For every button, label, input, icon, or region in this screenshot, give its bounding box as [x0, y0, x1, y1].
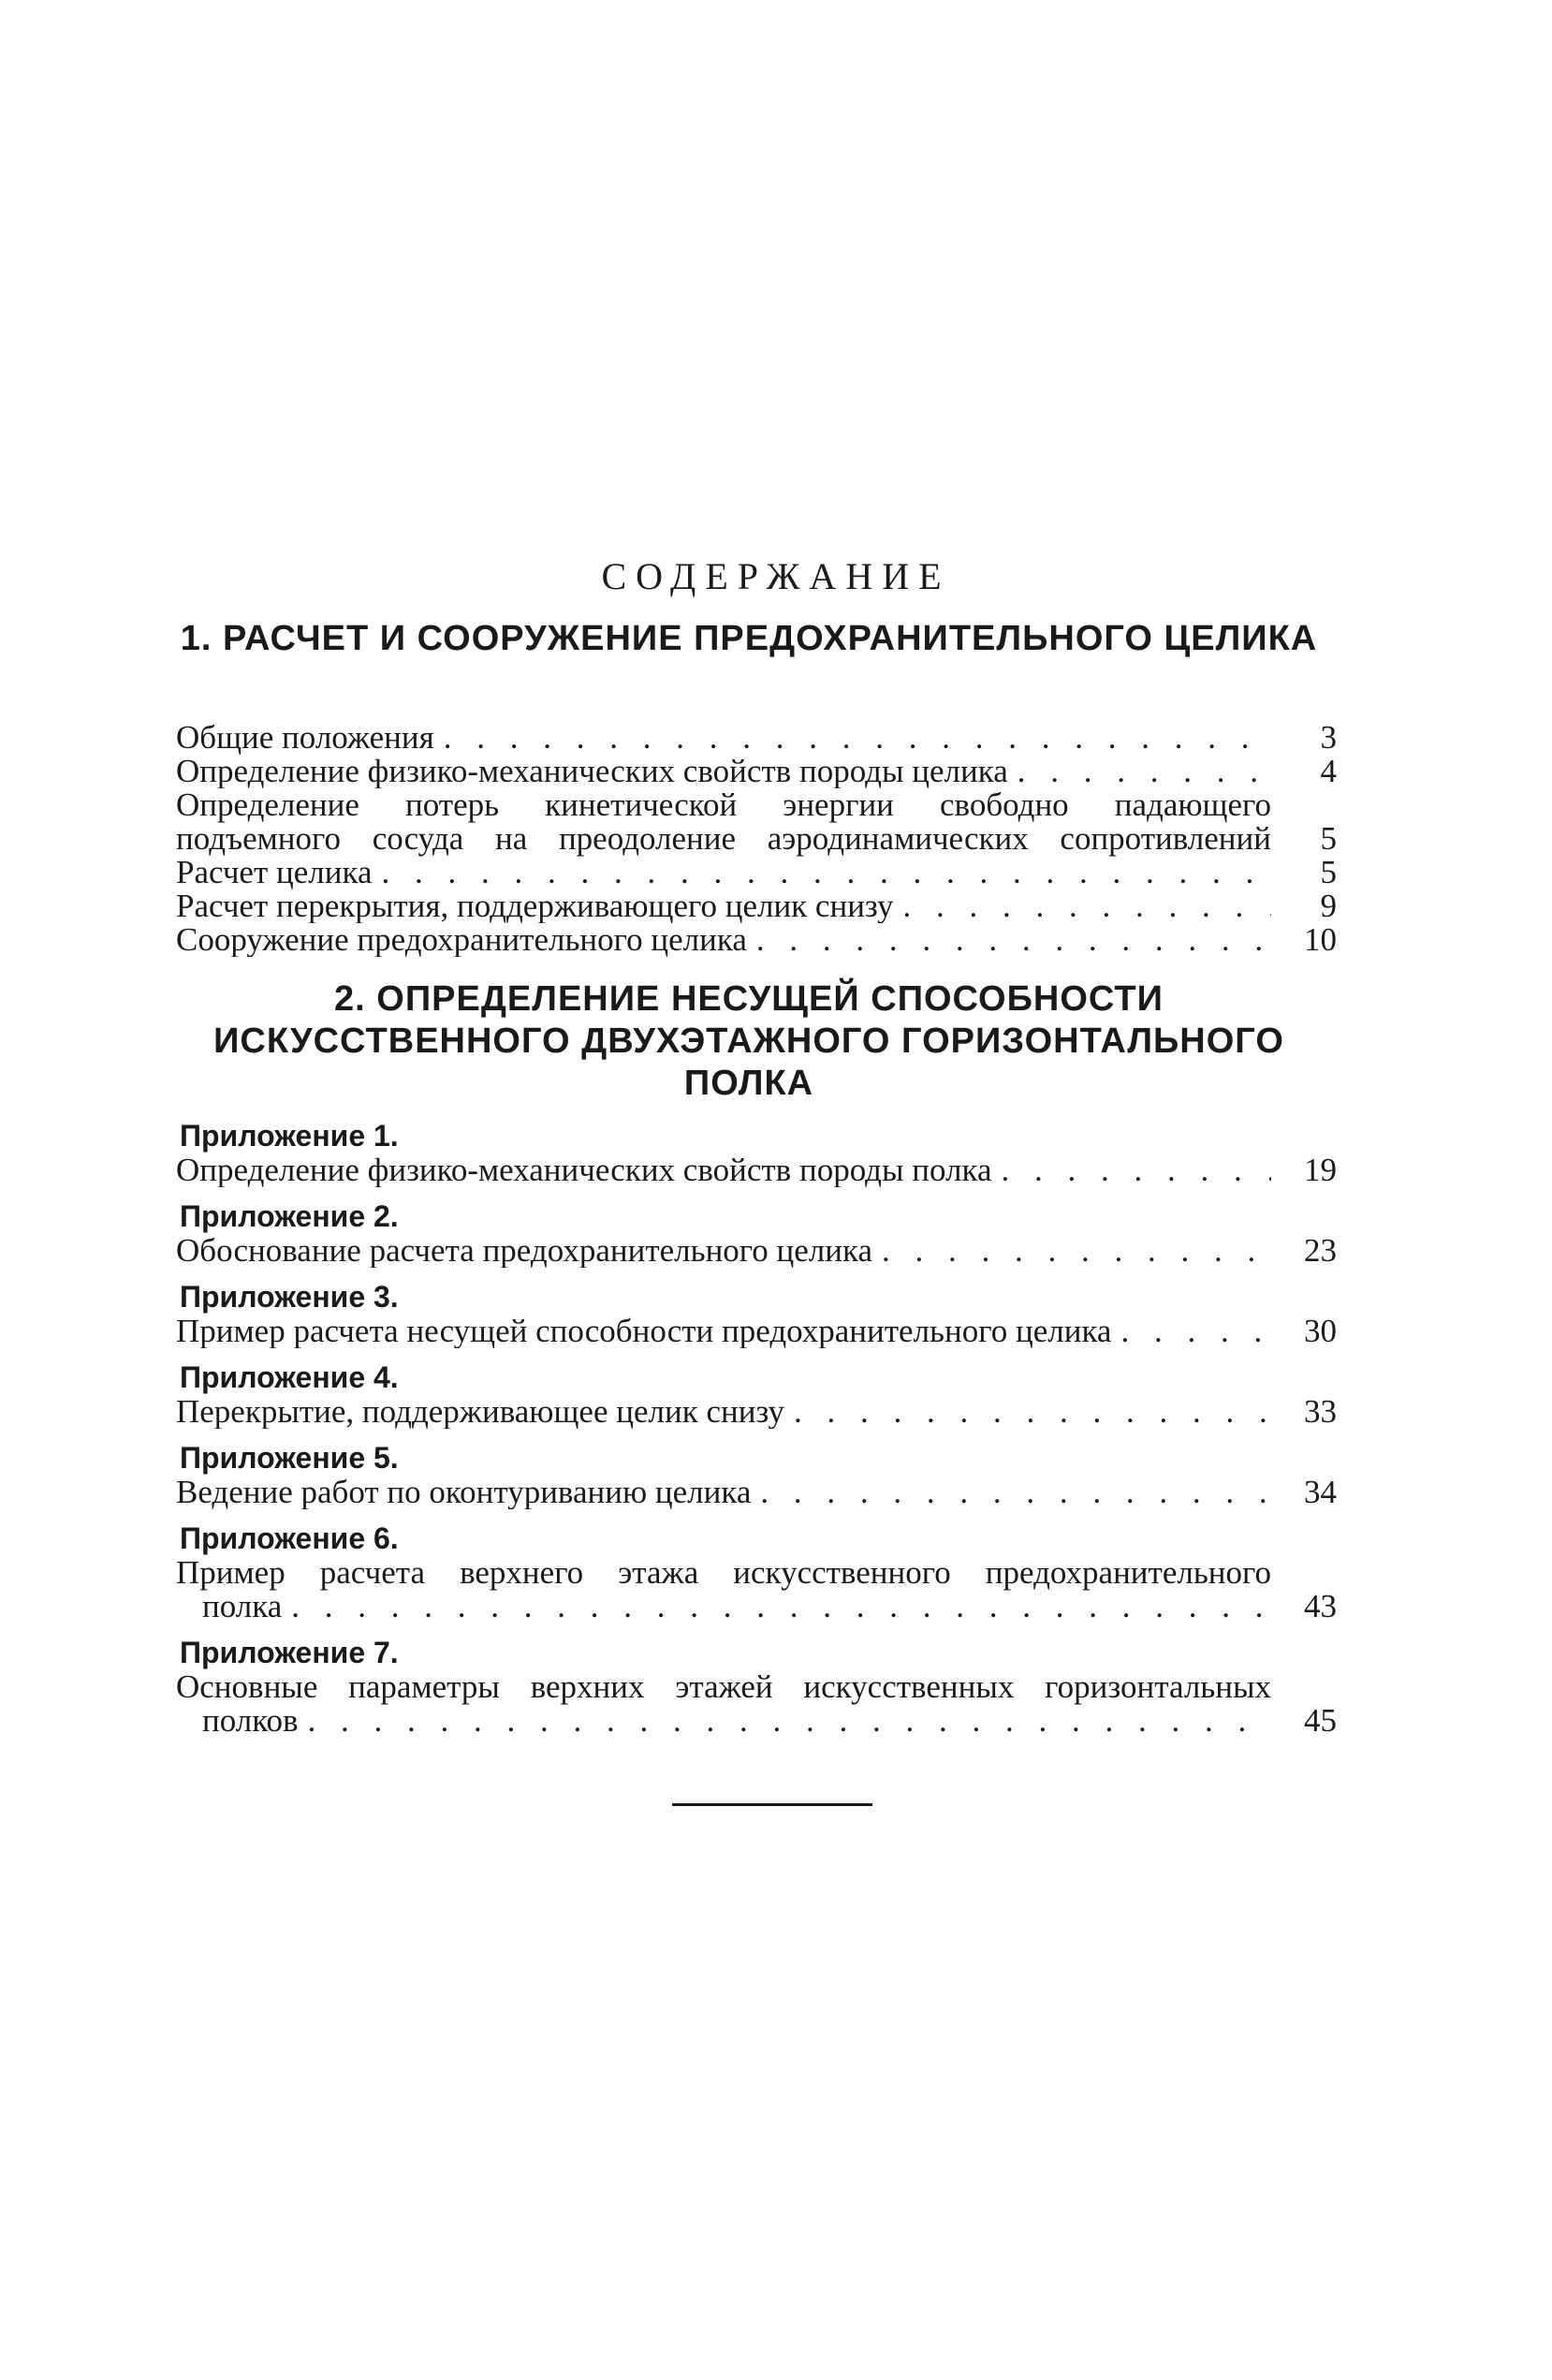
page-number: 4	[1320, 753, 1337, 789]
dot-leader	[794, 1395, 1271, 1429]
entry-title: Расчет целика	[176, 856, 373, 889]
end-rule	[672, 1803, 872, 1806]
entry-title: Расчет перекрытия, поддерживающего целик снизу	[176, 889, 894, 923]
section-1-heading: 1. РАСЧЕТ И СООРУЖЕНИЕ ПРЕДОХРАНИТЕЛЬНОГО ЦЕЛИКА	[180, 619, 1318, 658]
appendix-entry[interactable]	[176, 1359, 1337, 1429]
toc-entry[interactable]	[176, 923, 1337, 957]
entry-title: Определение физико-механических свойств породы полка	[176, 1153, 992, 1187]
dot-leader	[1018, 755, 1271, 788]
page-number: 5	[1320, 820, 1337, 857]
entry-title-line-2: подъемного сосуда на преодоление аэродинамических сопротивлений	[176, 820, 1271, 857]
entry-title: Пример расчета несущей способности предохранительного целика	[176, 1315, 1112, 1348]
toc-entry[interactable]	[176, 856, 1337, 889]
appendix-entry[interactable]	[176, 1118, 1337, 1187]
page-number: 10	[1304, 921, 1337, 958]
section-1-entries	[176, 721, 1337, 957]
dot-leader	[882, 1234, 1271, 1268]
page-number: 43	[1304, 1588, 1337, 1624]
page-number: 19	[1304, 1152, 1337, 1188]
entry-title-line-1: Пример расчета верхнего этажа искусственного предохранительного	[176, 1554, 1271, 1591]
toc-entry[interactable]	[176, 721, 1337, 755]
appendix-entry[interactable]	[176, 1440, 1337, 1509]
entry-title-line-2: полка	[202, 1590, 283, 1623]
dot-leader	[308, 1704, 1272, 1738]
page-number: 5	[1320, 854, 1337, 890]
page-number: 3	[1320, 719, 1337, 756]
appendix-entry[interactable]	[176, 1635, 1337, 1738]
appendix-label: Приложение 7.	[180, 1636, 399, 1669]
appendix-entry[interactable]	[176, 1521, 1337, 1623]
appendix-entry[interactable]	[176, 1279, 1337, 1348]
entry-title-line-1: Основные параметры верхних этажей искусственных горизонтальных	[176, 1668, 1271, 1705]
dot-leader	[756, 923, 1271, 957]
dot-leader	[444, 721, 1271, 755]
toc-entry[interactable]	[176, 889, 1337, 923]
page-number: 30	[1304, 1313, 1337, 1349]
page-number: 9	[1320, 888, 1337, 924]
page-number: 23	[1304, 1232, 1337, 1269]
dot-leader	[382, 856, 1272, 889]
toc-entry[interactable]	[176, 755, 1337, 788]
entry-title: Общие положения	[176, 721, 434, 755]
entry-title: Перекрытие, поддерживающее целик снизу	[176, 1395, 785, 1429]
entry-title: Обоснование расчета предохранительного целика	[176, 1234, 873, 1268]
toc-entry[interactable]	[176, 788, 1337, 856]
page-title: СОДЕРЖАНИЕ	[601, 555, 951, 597]
dot-leader	[291, 1590, 1271, 1623]
page-number: 45	[1304, 1702, 1337, 1739]
dot-leader	[1002, 1153, 1272, 1187]
entry-title: Определение физико-механических свойств породы целика	[176, 755, 1008, 788]
section-2-heading: 2. ОПРЕДЕЛЕНИЕ НЕСУЩЕЙ СПОСОБНОСТИ ИСКУССТВЕННОГО ДВУХЭТАЖНОГО ГОРИЗОНТАЛЬНОГО ПОЛКА	[213, 979, 1284, 1103]
appendix-label: Приложение 1.	[180, 1119, 399, 1153]
entry-title: Сооружение предохранительного целика	[176, 923, 747, 957]
entry-title-line-2: полков	[202, 1704, 299, 1738]
appendix-label: Приложение 6.	[180, 1521, 399, 1555]
appendix-entries	[176, 1112, 1337, 1738]
dot-leader	[903, 889, 1271, 923]
dot-leader	[760, 1476, 1271, 1509]
appendix-label: Приложение 5.	[180, 1441, 399, 1475]
appendix-label: Приложение 3.	[180, 1280, 399, 1314]
entry-title: Ведение работ по оконтуриванию целика	[176, 1476, 752, 1509]
page-number: 34	[1304, 1474, 1337, 1510]
appendix-label: Приложение 2.	[180, 1199, 399, 1233]
appendix-label: Приложение 4.	[180, 1360, 399, 1394]
page-number: 33	[1304, 1393, 1337, 1430]
dot-leader	[1120, 1315, 1271, 1348]
appendix-entry[interactable]	[176, 1198, 1337, 1268]
entry-title-line-1: Определение потерь кинетической энергии свободно падающего	[176, 786, 1271, 823]
